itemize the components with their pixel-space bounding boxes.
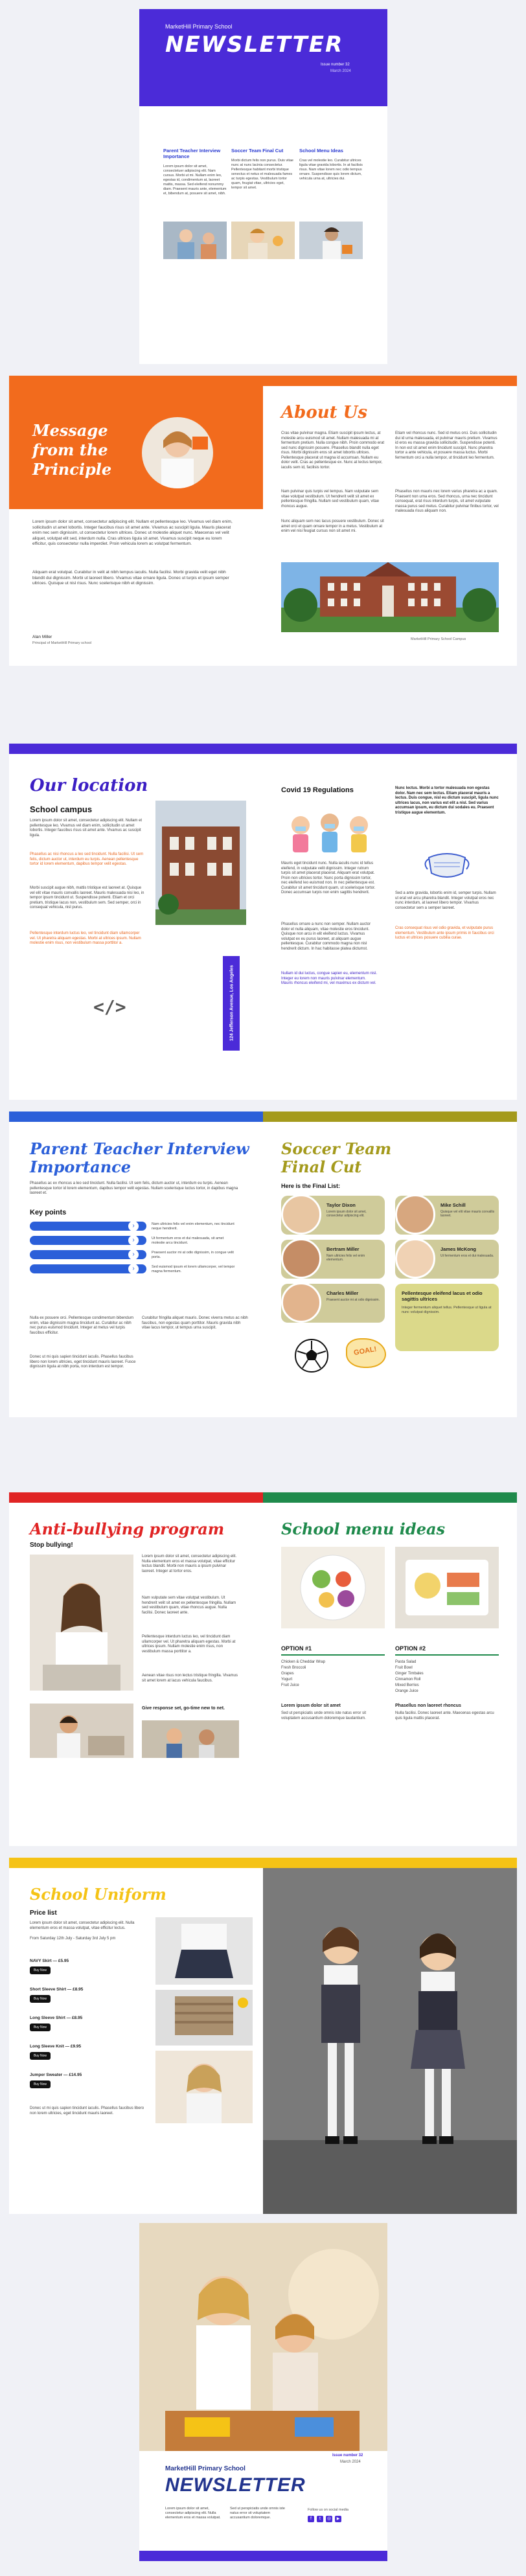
player-text: Quisque vel elit vitae mauris convallis laoreet. — [440, 1210, 495, 1218]
bullying-text-2: Nam vulputate sem vitae volutpat vestibulum. Ut hendrerit velit sit amet ex pellentesque fringilla. Nullam sed vestibulum quam, vitae rhoncus augue. Nulla facilisi. Donec laoreet ante. — [142, 1596, 236, 1615]
option-2-divider — [395, 1654, 499, 1656]
about-title: About Us — [281, 403, 367, 422]
uniform-text: Lorem ipsum dolor sit amet, consectetur adipiscing elit. Nulla elementum eros et massa volutpat, vitae efficitur lectus. — [30, 1921, 135, 1930]
interview-soccer-spread — [9, 1111, 517, 1417]
menu-text-1: Sed ut perspiciatis unde omnis iste natus error sit voluptatem accusantium doloremque laudantium. — [281, 1711, 367, 1720]
player-text: Lorem ipsum dolor sit amet, consectetur adipiscing elit. — [326, 1210, 367, 1218]
option-1-divider — [281, 1654, 385, 1656]
interview-text-2: Nulla ex posuere orci. Pellentesque condimentum bibendum enim, vitae dignissim magna tincidunt ac. Curabitur ac nibh nec purus euismod tincidunt. Integer at metus vel turpis faucibus efficitur. — [30, 1316, 134, 1335]
player-text: Ut fermentum eros et dui malesuada. — [440, 1254, 494, 1258]
player-name: Taylor Dixon — [326, 1202, 356, 1208]
principal-signature: Alan Miller — [32, 635, 52, 639]
cover-photo-1 — [163, 222, 227, 259]
cover-col-1 — [163, 148, 227, 196]
covid-text-purple: Nullam id dui luctus, congue sapien eu, elementum nisl. Integer eu lorem non mauris pulvinar elementum. Mauris rhoncus eleifend mi, vel maximus ex dictum vel. — [281, 972, 378, 985]
player-text: Nam ultricies felis vel enim elementum. — [326, 1254, 365, 1262]
final-list-heading: Here is the Final List: — [281, 1183, 341, 1189]
principal-photo — [142, 417, 213, 488]
follow-us-label: Follow us on social media — [308, 2508, 349, 2512]
bullying-text: Lorem ipsum dolor sit amet, consectetur adipiscing elit. Nulla elementum eros et massa volutpat, vitae efficitur lectus blandit. Morbi non mauris a ipsum pulvinar laoreet. Integer at tortor eros. — [142, 1555, 237, 1573]
cover-col-heading: Soccer Team Final Cut — [231, 148, 284, 154]
uniform-item-name: NAVY Skirt — £5.95 — [30, 1959, 69, 1963]
covid-text: Mauris eget tincidunt nunc. Nulla iaculis nunc id tellus eleifend, in vulputate velit dignissim. Integer rutrum turpis sit amet placerat placerat. Aliquam erat volutpat. Proin non ultricies tortor. Nunc porta dignissim tortor, nec eleifend leo euismod non. In nec pellentesque est. Curabitur sit amet tincidunt quam, ut scelerisque tortor. Donec accumsan turpis non enim sagittis hendrerit. — [281, 861, 376, 895]
uniform-hours: From Saturday 12th July - Saturday 3rd July 5 pm — [30, 1937, 116, 1941]
player-text: Praesent auctor mi at odio dignissim. — [326, 1298, 380, 1302]
buy-now-button[interactable]: Buy Now — [30, 2023, 51, 2031]
covid-kids-illustration — [281, 799, 378, 855]
location-text-orange: Phasellus ac nisi rhoncus a leo sed tincidunt. Nulla facilisi. Ut sem felis, dictum auctor ut, interdum eu turpis. Aenean pellentesque tortor id lorem elementum, dapibus tempor velit egestas. — [30, 852, 144, 866]
uniform-item-name: Short Sleeve Shirt — £8.95 — [30, 1987, 84, 1992]
menu-item: Yogurt — [281, 1678, 293, 1681]
menu-text-1-heading: Lorem ipsum dolor sit amet — [281, 1704, 341, 1708]
cover-col-text: Cras vel molestie leo. Curabitur ultrices ligula vitae gravida lobortis. In at facilisis risus. Nam vitae lorem nec odio tempus ornare. Suspendisse quis lorem dictum, vehicula urna at, ultricies dui. — [299, 159, 363, 181]
bullying-text-3: Pellentesque interdum luctus leo, vel tincidunt diam ullamcorper vel. Ut pharetra aliquam egestas. Morbi at ultrices ipsum. Nullam molestie enim risus, non vestibulum massa porttitor a. — [142, 1635, 236, 1654]
cover-col-text: Lorem ipsum dolor sit amet, consectetuer adipiscing elit. Nam cursus. Morbi ut mi. Nullam enim leo, egestas id, condimentum at, laoreet mattis, massa. Sed eleifend nonummy diam. Praesent mauris ante, elementum et, bibendum at, posuere sit amet, nibh. — [163, 165, 227, 196]
soccer-title: Soccer Team Final Cut — [281, 1139, 392, 1176]
location-subtitle: School campus — [30, 804, 93, 814]
menu-item: Fruit Juice — [281, 1683, 299, 1687]
bullying-caption: Give response set, go-time new to net. — [142, 1706, 225, 1711]
location-text-3: Pellentesque interdum luctus leo, vel tincidunt diam ullamcorper vel. Ut pharetra aliquam egestas. Morbi at ultrices ipsum. Nullam molestie enim risus, non vestibulum massa porttitor a. — [30, 931, 141, 945]
location-covid-spread — [9, 744, 517, 1100]
red-top-bar — [9, 1492, 263, 1503]
food-photo-2 — [395, 1547, 499, 1628]
uniform-item-name: Long Sleeve Knit — £9.95 — [30, 2044, 82, 2049]
chevron-right-icon: › — [128, 1235, 139, 1246]
about-text-2: Nam pulvinar quis turpis vel tempus. Nam vulputate sem vitae volutpat vestibulum. Ut hendrerit velit sit amet ex pellentesque fringilla. Nullam sed vestibulum quam, vitae rhoncus augue. — [281, 490, 380, 508]
bullying-title: Anti-bullying program — [30, 1520, 225, 1538]
menu-text-2-heading: Phasellus non laoreet rhoncus — [395, 1704, 461, 1708]
back-issue: Issue number 32 — [332, 2454, 363, 2457]
code-icon: </> — [93, 996, 126, 1018]
menu-text-2: Nulla facilisi. Donec laoreet ante. Maecenas egestas arcu quis ligula mattis placerat. — [395, 1711, 494, 1720]
about-text-right: Etiam vel rhoncus nunc. Sed id metus orci. Duis sollicitudin dui id urna malesuada, et pulvinar mauris pretium. Vivamus id eros eu massa gravida sollicitudin. Suspendisse potenti. In non est sit amet enim tincidunt suscipit. Nunc pharetra tortor a ante vehicula, et posuere massa luctus. Morbi fermentum orci a nulla tempor, ut tincidunt leo fermentum. — [395, 431, 497, 460]
cover-col-text: Morbi dictum felis non purus. Duis vitae nunc at nunc lacinia consectetur. Pellentesque habitant morbi tristique senectus et netus et malesuada fames ac turpis egestas. Vestibulum tortor quam, feugiat vitae, ultricies eget, tempor sit amet. — [231, 159, 293, 190]
about-text-3: Nunc aliquam sem nec lacus posuere vestibulum. Donec sit amet orci et quam ornare tempor in a metus. Vestibulum at enim vel nisi feugiat cursus non sit amet mi. — [281, 519, 384, 533]
menu-title: School menu ideas — [281, 1520, 446, 1538]
back-cover-photo — [139, 2223, 387, 2451]
instagram-icon[interactable]: ◎ — [326, 2516, 332, 2521]
avatar — [281, 1282, 321, 1323]
interview-text: Phasellus ac ex rhoncus a leo sed tincidunt. Nulla facilisi. Ut sem felis, dictum auctor ut, interdum eu turpis. Aenean pellentesque tortor id lorem elementum, dapibus tempor velit egestas. Nullam scelerisque luctus tortor, in dapibus magna laoreet et. — [30, 1181, 238, 1195]
bullying-text-4: Aenean vitae risus non lectus tristique fringilla. Vivamus sit amet lorem at lacus vehicula faucibus. — [142, 1674, 238, 1683]
address-text: 124 Jefferson Avenue, Los Angeles — [229, 964, 234, 1042]
orange-top-bar — [9, 376, 517, 386]
menu-item: Fresh Broccoli — [281, 1666, 306, 1670]
interview-text-3: Donec ut mi quis sapien tincidunt iaculis. Phasellus faucibus libero non lorem ultricies, eget tincidunt mauris laoreet. Fusce dignissim ligula at nibh porta, non interdum est tempor. — [30, 1355, 136, 1369]
cover-col-2 — [231, 148, 295, 190]
menu-item: Mixed Berries — [395, 1683, 419, 1687]
uniform-item-name: Jumper Sweater — £14.95 — [30, 2073, 82, 2077]
green-top-bar — [263, 1492, 517, 1503]
cover-school-name: MarketHill Primary School — [165, 23, 233, 30]
covid-text-2: Phasellus ornare a nunc non semper. Nullam auctor dolor et nulla aliquam, vitae molestie eros tincidunt. Quisque non arcu in elit eleifend luctus. Vivamus volutpat ex eu purus laoreet, at aliquam augue pellentesque. Curabitur commodo magna non nisl hendrerit dictum. In hac habitasse platea dictumst. — [281, 922, 371, 951]
avatar — [395, 1238, 435, 1279]
buy-now-button[interactable]: Buy Now — [30, 2080, 51, 2088]
principal-text-2: Aliquam erat volutpat. Curabitur in velit at nibh tempus iaculis. Nulla facilisi. Morbi gravida velit eget nibh blandit dui dignissim. Morbi ut laoreet libero. Vivamus vitae ornare ligula. Donec ut turpis et ipsum semper ultrices. Quisque ut nisl risus. Nunc scelerisque nibh et dignissim. — [32, 570, 229, 586]
back-cover-page — [139, 2223, 387, 2561]
bullying-subtitle: Stop bullying! — [30, 1542, 73, 1549]
menu-item: Ginger Timbales — [395, 1672, 424, 1676]
soccer-ball-icon — [294, 1338, 329, 1373]
uniform-title: School Uniform — [30, 1885, 166, 1904]
twitter-icon[interactable]: t — [317, 2516, 323, 2522]
back-title: NEWSLETTER — [165, 2474, 306, 2496]
cover-col-heading: School Menu Ideas — [299, 148, 343, 154]
soccer-callout-title: Pellentesque eleifend lacus et odio sagittis ultrices — [402, 1290, 483, 1302]
location-text: Lorem ipsum dolor sit amet, consectetur adipiscing elit. Nullam et pellentesque leo. Vivamus vel diam enim, sollicitudin ut amet lobortis. Integer faucibus risus sit amet ante. Vivamus ac suscipit ligula. — [30, 819, 143, 838]
uniform-text-2: Donec ut mi quis sapien tincidunt iaculis. Phasellus faucibus libero non lorem ultricies, eget tincidunt mauris laoreet. — [30, 2106, 144, 2115]
principal-title: Message from the Principle — [32, 421, 112, 479]
about-caption: MarketHill Primary School Campus — [411, 637, 466, 641]
goal-text: GOAL! — [353, 1345, 378, 1357]
key-point-text: Nam ultricies felis vel enim elementum, nec tincidunt neque hendrerit. — [152, 1222, 234, 1231]
principal-role: Principal of MarketHill Primary school — [32, 641, 92, 645]
player-name: Bertram Miller — [326, 1246, 360, 1252]
buy-now-button[interactable]: Buy Now — [30, 1995, 51, 2003]
avatar — [281, 1194, 321, 1235]
back-text-1: Lorem ipsum dolor sit amet, consectetur adipiscing elit. Nulla elementum eros et massa volutpat. — [165, 2507, 221, 2520]
menu-item: Orange Juice — [395, 1689, 418, 1693]
about-text-right-2: Phasellus non mauris nec lorem varius pharetra ac a quam. Praesent non urna eros. Sed rhoncus, urna nec tincidunt consequat, erat risus interdum turpis, sit amet vulputate massa purus sed metus. Curabitur pulvinar finibus tortor, vel malesuada risus aliquam non. — [395, 490, 499, 513]
option-2-heading: OPTION #2 — [395, 1645, 426, 1652]
avatar — [395, 1194, 435, 1235]
menu-item: Cinnamon Roll — [395, 1678, 421, 1681]
cover-title: NEWSLETTER — [165, 32, 344, 58]
back-date: March 2024 — [340, 2460, 361, 2464]
purple-top-bar — [9, 744, 517, 754]
menu-item: Pasta Salad — [395, 1660, 417, 1664]
uniform-photo-2 — [155, 1990, 253, 2046]
cover-content — [160, 106, 367, 356]
cover-col-heading: Parent Teacher Interview Importance — [163, 148, 221, 159]
covid-right-text: Sed a ante gravida, lobortis enim id, semper turpis. Nullam ut erat vel arcu pharetra blandit. Integer volutpat eros nec nunc interdum, at laoreet libero tempor. Vivamus consectetur sem a semper laoreet. — [395, 891, 496, 910]
avatar — [281, 1238, 321, 1279]
uniform-kids-photo — [263, 1868, 517, 2214]
menu-item: Chicken & Cheddar Wrap — [281, 1660, 325, 1664]
buy-now-button[interactable]: Buy Now — [30, 2052, 51, 2060]
food-photo-1 — [281, 1547, 385, 1628]
location-text-2: Morbi suscipit augue nibh, mattis tristique est laoreet at. Quisque vel elit vitae mauris convallis laoreet. Mauris malesuada nisi leo, in tempor ipsum tincidunt ut. Suspendisse potenti. Etiam et orci pretium, tristique lacus non, vestibulum sem. Sed semper, orci in consequat vehicula, nisl purus. — [30, 886, 144, 909]
chevron-right-icon: › — [128, 1249, 139, 1260]
player-name: James McKong — [440, 1246, 477, 1252]
player-name: Mike Schill — [440, 1202, 466, 1208]
bullying-menu-spread — [9, 1492, 517, 1846]
principal-about-spread — [9, 376, 517, 666]
cover-issue: Issue number 32 — [321, 63, 350, 67]
principal-text: Lorem ipsum dolor sit amet, consectetur adipiscing elit. Nullam et pellentesque leo. Vivamus vel diam enim, sollicitudin ut amet lobortis. Integer faucibus risus sit amet ante. Vivamus ac suscipit ligula. Mauris placerat enim nec sem dignissim, ut consectetur lorem ultrices. Donec ut molestie aliquet nunc. Maecenas vel velit aliquet, volutpat elit sed, interdum nulla. Cras ultrices ligula sit amet. Vivamus suscipit neque eu lorem efficitur, quis consectetur nulla imperdiet. Proin vehicula lorem ac volutpat fermentum. — [32, 519, 233, 546]
bullying-photo-1 — [30, 1555, 133, 1691]
covid-title: Covid 19 Regulations — [281, 786, 354, 794]
chevron-right-icon: › — [128, 1264, 139, 1274]
covid-bold-text: Nunc lectus. Morbi a tortor malesuada non egestas dolor. Nam nec sem lectus. Etiam placerat mauris a lectus. Duis congue, nisl eu dictum suscipit, ligula nunc ultrices lacus, non varius est elit a nisl. Sed varius accumsan ipsum, eu dictum dui sodales eu. Praesent tristique augue elementum. — [395, 786, 499, 815]
back-bottom-bar — [139, 2551, 387, 2561]
facebook-icon[interactable]: f — [308, 2516, 314, 2522]
youtube-icon[interactable]: ▶ — [335, 2516, 341, 2522]
buy-now-button[interactable]: Buy Now — [30, 1966, 51, 1974]
menu-item: Fruit Bowl — [395, 1666, 413, 1670]
menu-item: Grapes — [281, 1672, 294, 1676]
covid-right-text-orange: Cras consequat risus vel odio gravida, et vulputate purus elementum. Vestibulum ante ipsum primis in faucibus orci luctus et ultrices posuere cubilia curae. — [395, 926, 494, 940]
key-point-text: Praesent auctor mi at odio dignissim, in congue velit porta. — [152, 1251, 234, 1259]
back-school-name: MarketHill Primary School — [165, 2465, 246, 2472]
uniform-item-name: Long Sleeve Shirt — £8.95 — [30, 2016, 83, 2020]
key-points-heading: Key points — [30, 1209, 67, 1216]
key-point-text: Sed euismod ipsum et lorem ullamcorper, vel tempor magna fermentum. — [152, 1265, 235, 1273]
location-title: Our location — [30, 776, 148, 795]
player-name: Charles Miller — [326, 1290, 359, 1296]
cover-date: March 2024 — [330, 69, 351, 73]
back-text-2: Sed ut perspiciatis unde omnis iste natus error sit voluptatem accusantium doloremque. — [230, 2507, 285, 2520]
uniform-photo-3 — [155, 2051, 253, 2123]
cover-page — [139, 9, 387, 364]
uniform-spread — [9, 1858, 517, 2214]
cover-photo-3 — [299, 222, 363, 259]
interview-title: Parent Teacher Interview Importance — [30, 1139, 249, 1176]
bullying-photo-2 — [30, 1704, 133, 1758]
option-1-heading: OPTION #1 — [281, 1645, 312, 1652]
blue-top-bar — [9, 1111, 263, 1122]
yellow-top-bar — [9, 1858, 517, 1868]
key-point-text: Ut fermentum eros et dui malesuada, sit amet molestie arcu tincidunt. — [152, 1237, 224, 1245]
interview-text-mid: Curabitur fringilla aliquet mauris. Donec viverra metus ac nibh faucibus, non egestas quam porttitor. Mauris gravida nibh vitae lacus tempor, ut tempus urna suscipit. — [142, 1316, 248, 1330]
uniform-photo-1 — [155, 1917, 253, 1985]
chevron-right-icon: › — [128, 1221, 139, 1231]
cover-col-3 — [299, 148, 363, 181]
cover-photo-2 — [231, 222, 295, 259]
soccer-callout-text: Integer fermentum aliquet tellus. Pellentesque ut ligula at nunc volutpat dignissim. — [402, 1306, 492, 1314]
school-building-photo — [281, 562, 499, 632]
bullying-photo-3 — [142, 1720, 239, 1758]
face-mask-illustration — [421, 845, 473, 883]
about-text: Cras vitae pulvinar magna. Etiam suscipit ipsum lectus, at molestie arcu euismod sit amet. Nullam malesuada mi at fermentum pretium. Nulla congue nibh. Proin commodo erat sed nunc dignissim posuere. Phasellus blandit nulla eget risus. Morbi dignissim eros sit amet lobortis ultrices. Pellentesque placerat ut magna id accumsan. Nullam eu dolor velit. Cras ac pellentesque ex. Nunc at lectus tempor, iaculis sem id, facilisis tortor. — [281, 431, 385, 470]
olive-top-bar — [263, 1111, 517, 1122]
campus-photo — [155, 801, 246, 925]
price-list-heading: Price list — [30, 1909, 57, 1917]
